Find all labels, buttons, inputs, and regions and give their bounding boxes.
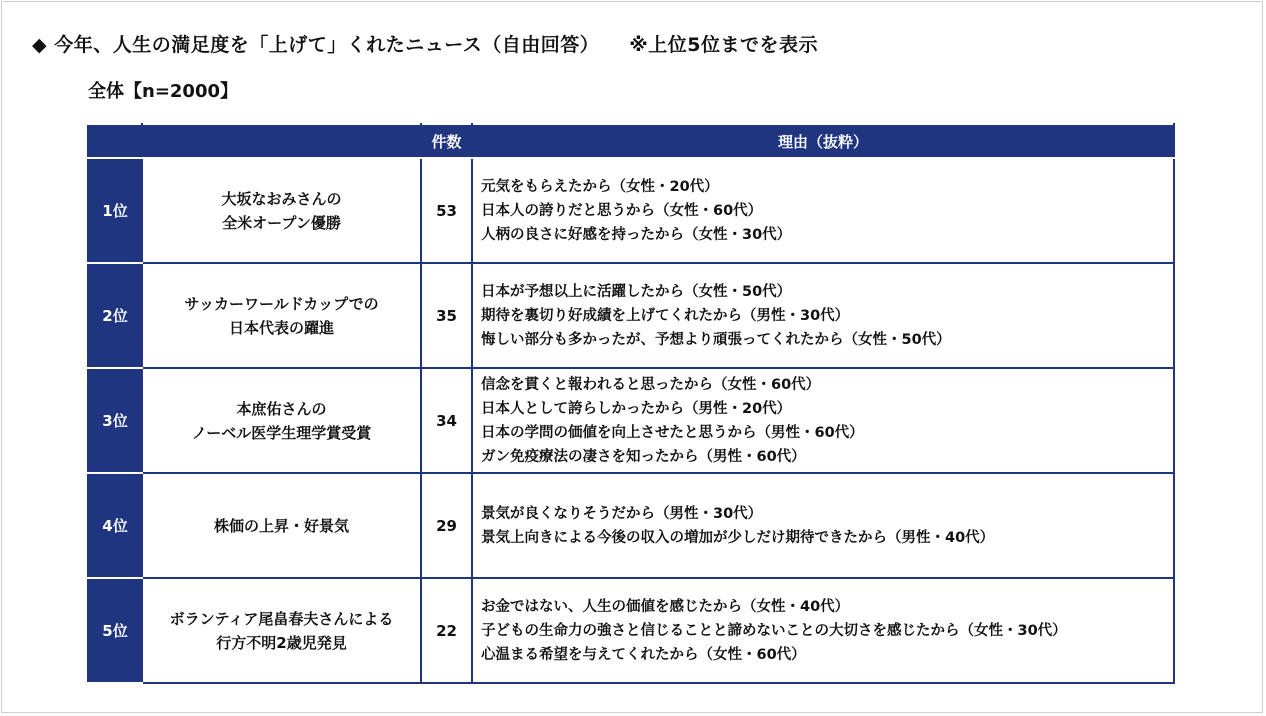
reason-line: 悔しい部分も多かったが、予想より頑張ってくれたから（女性・50代）	[481, 331, 951, 348]
reason-line: 日本の学問の価値を向上させたと思うから（男性・60代）	[481, 424, 864, 441]
reason-line: 人柄の良さに好感を持ったから（女性・30代）	[481, 226, 792, 243]
table-row	[88, 368, 1174, 473]
news-cell	[142, 263, 421, 368]
reason-line: 子どもの生命力の強さと信じることと諦めないことの大切さを感じたから（女性・30代）	[481, 622, 1067, 639]
reason-line: 景気が良くなりそうだから（男性・30代）	[481, 505, 763, 522]
header-count: 件数	[421, 124, 472, 158]
table-row	[88, 473, 1174, 578]
count-cell: 53	[421, 158, 472, 263]
rank-cell: 5位	[88, 578, 142, 683]
title-note: ※上位5位までを表示	[629, 34, 818, 56]
reason-line: 心温まる希望を与えてくれたから（女性・60代）	[481, 646, 806, 663]
reason-line: 信念を貫くと報われると思ったから（女性・60代）	[481, 376, 821, 393]
count-cell: 35	[421, 263, 472, 368]
reasons-cell	[472, 263, 1174, 368]
reason-line: 日本が予想以上に活躍したから（女性・50代）	[481, 283, 792, 300]
table-row	[88, 578, 1174, 683]
reason-line: ガン免疫療法の凄さを知ったから（男性・60代）	[481, 448, 806, 465]
news-line: 大坂なおみさんの	[221, 189, 342, 208]
reason-line: 日本人として誇らしかったから（男性・20代）	[481, 400, 792, 417]
news-cell	[142, 158, 421, 263]
page-title	[32, 30, 818, 57]
rank-cell: 1位	[88, 158, 142, 263]
news-ranking-table	[87, 123, 1175, 684]
news-line: ノーベル医学生理学賞受賞	[191, 423, 372, 442]
news-line: 日本代表の躍進	[228, 318, 334, 337]
rank-cell: 3位	[88, 368, 142, 473]
news-cell	[142, 578, 421, 683]
count-cell: 29	[421, 473, 472, 578]
reason-line: 元気をもらえたから（女性・20代）	[481, 178, 719, 195]
reasons-cell	[472, 368, 1174, 473]
count-cell: 22	[421, 578, 472, 683]
news-line: 株価の上昇・好景気	[213, 516, 349, 535]
reason-line: お金ではない、人生の価値を感じたから（女性・40代）	[481, 598, 850, 615]
count-cell: 34	[421, 368, 472, 473]
table-row	[88, 263, 1174, 368]
news-line: サッカーワールドカップでの	[184, 294, 379, 313]
title-text: ◆ 今年、人生の満足度を「上げて」くれたニュース（自由回答）	[32, 34, 600, 56]
news-cell	[142, 368, 421, 473]
rank-cell: 4位	[88, 473, 142, 578]
reason-line: 期待を裏切り好成績を上げてくれたから（男性・30代）	[481, 307, 850, 324]
news-line: ボランティア尾畠春夫さんによる	[169, 609, 394, 628]
news-line: 全米オープン優勝	[222, 213, 341, 232]
rank-cell: 2位	[88, 263, 142, 368]
table-header-row	[88, 124, 1174, 158]
reasons-cell	[472, 473, 1174, 578]
reason-line: 景気上向きによる今後の収入の増加が少しだけ期待できたから（男性・40代）	[481, 529, 995, 546]
header-rank	[88, 124, 142, 158]
sample-size-label: 全体【n=2000】	[88, 81, 238, 102]
news-line: 行方不明2歳児発見	[216, 633, 347, 652]
reasons-cell	[472, 158, 1174, 263]
reasons-cell	[472, 578, 1174, 683]
table-row	[88, 158, 1174, 263]
news-line: 本庶佑さんの	[236, 399, 327, 418]
reason-line: 日本人の誇りだと思うから（女性・60代）	[481, 202, 763, 219]
header-reasons: 理由（抜粋）	[472, 124, 1174, 158]
news-cell	[142, 473, 421, 578]
header-news	[142, 124, 421, 158]
